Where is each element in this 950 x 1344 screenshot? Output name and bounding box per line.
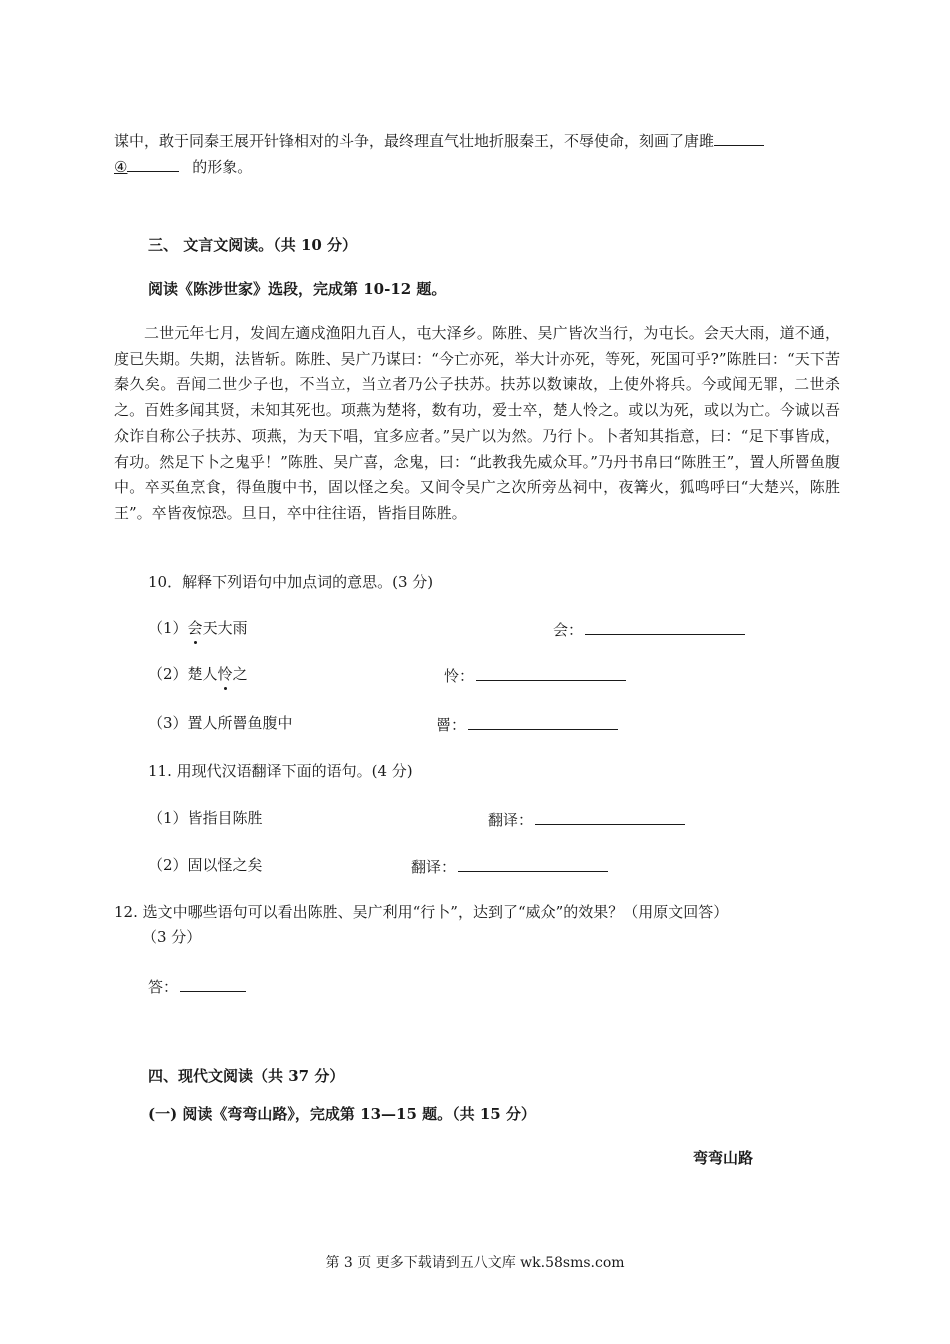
question-11-stem: 11. 用现代汉语翻译下面的语句。(4 分) (148, 762, 413, 780)
q10-item-2 (148, 664, 248, 684)
q10-answer-2-label: 怜： (444, 667, 475, 685)
continuation-line-2 (114, 155, 252, 177)
q10-answer-1 (553, 618, 745, 640)
blank-marker-4: ④ (114, 158, 128, 176)
continuation-tail: 的形象。 (192, 158, 253, 176)
q10-answer-3-label: 罾： (436, 716, 467, 734)
question-12-stem: 12. 选文中哪些语句可以看出陈胜、吴广利用“行卜”，达到了“威众”的效果？（用原文回答） (114, 903, 729, 921)
q10-item-1-num: （1） (148, 619, 188, 637)
q10-item-3: （3）置人所罾鱼腹中 (148, 714, 293, 732)
dotted-word-hui: 会 (187, 619, 203, 637)
section-3-heading: 三、 文言文阅读。（共 10 分） (148, 236, 358, 254)
answer-blank-3 (714, 129, 764, 146)
section-3-instruction: 阅读《陈涉世家》选段，完成第 10-12 题。 (148, 280, 447, 298)
q11-answer-1-label: 翻译： (488, 811, 534, 829)
q10-item-1 (148, 618, 248, 638)
q11-answer-1 (488, 808, 685, 830)
q11-answer-2 (411, 855, 608, 877)
continuation-line-1 (114, 129, 764, 151)
q11-answer-2-field[interactable] (458, 855, 608, 872)
q10-item-1-rest: 天大雨 (202, 619, 248, 637)
passage-text: 二世元年七月，发闾左適戍渔阳九百人，屯大泽乡。陈胜、吴广皆次当行，为屯长。会天大雨，道不通，度已失期。失期，法皆斩。陈胜、吴广乃谋曰：“今亡亦死，举大计亦死，等死，死国可乎?”陈胜曰：“天下苦秦久矣。吾闻二世少子也，不当立，当立者乃公子扶苏。扶苏以数谏故，上使外将兵。今或闻无罪，二世杀之。百姓多闻其贤，未知其死也。项燕为楚将，数有功，爱士卒，楚人怜之。或以为死，或以为亡。今诚以吾众诈自称公子扶苏、项燕，为天下唱，宜多应者。”吴广以为然。乃行卜。卜者知其指意，曰：“足下事皆成，有功。然足下卜之鬼乎！”陈胜、吴广喜，念鬼，曰：“此教我先威众耳。”乃丹书帛曰“陈胜王”，置人所罾鱼腹中。卒买鱼烹食，得鱼腹中书，固以怪之矣。又间令吴广之次所旁丛祠中，夜篝火，狐鸣呼曰“大楚兴，陈胜王”。卒皆夜惊恐。旦日，卒中往往语，皆指目陈胜。 (114, 324, 840, 522)
classical-passage (114, 321, 840, 527)
q10-answer-2-field[interactable] (476, 664, 626, 681)
section-4-subheading: (一) 阅读《弯弯山路》，完成第 13—15 题。（共 15 分） (148, 1105, 536, 1123)
section-4-heading: 四、现代文阅读（共 37 分） (148, 1067, 345, 1085)
q11-answer-1-field[interactable] (535, 808, 685, 825)
question-12-score: （3 分） (142, 928, 202, 946)
q11-item-2: （2）固以怪之矣 (148, 856, 263, 874)
q10-answer-3-field[interactable] (468, 713, 618, 730)
q11-item-1: （1）皆指目陈胜 (148, 809, 263, 827)
q12-answer-label: 答： (148, 978, 179, 996)
q12-answer-field[interactable] (180, 975, 246, 992)
continuation-text: 谋中，敢于同秦王展开针锋相对的斗争，最终理直气壮地折服秦王，不辱使命，刻画了唐雎 (114, 132, 715, 150)
q12-answer (148, 975, 246, 997)
q10-answer-1-field[interactable] (585, 618, 745, 635)
q10-item-2-rest: 之 (232, 665, 248, 683)
dotted-word-lian: 怜 (217, 665, 233, 683)
page-footer: 第 3 页 更多下载请到五八文库 wk.58sms.com (325, 1255, 625, 1271)
article-title: 弯弯山路 (693, 1149, 754, 1167)
q10-answer-2 (444, 664, 626, 686)
question-10-stem: 10．解释下列语句中加点词的意思。(3 分) (148, 573, 434, 591)
q10-answer-3 (436, 713, 618, 735)
answer-blank-4 (127, 155, 179, 172)
q10-item-2-pre: （2）楚人 (148, 665, 218, 683)
q10-answer-1-label: 会： (553, 621, 584, 639)
q11-answer-2-label: 翻译： (411, 858, 457, 876)
